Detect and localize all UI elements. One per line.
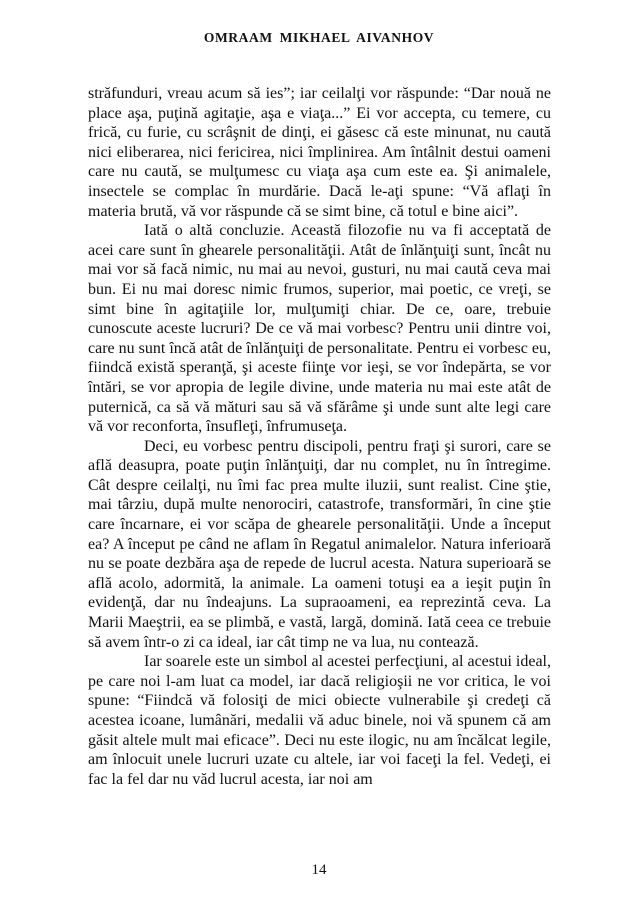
page-number: 14 — [311, 862, 327, 878]
body-text — [88, 84, 551, 789]
paragraph-4: Iar soarele este un simbol al acestei perfecţiuni, al acestui ideal, pe care noi l-am luat ca model, iar dacă religioşii ne vor critica, le voi spune: “Fiindcă vă folosiţi de mici obiecte vulnerabile şi credeţi că acestea icoane, lumânări, medalii vă aduc binele, noi vă spunem că am găsit altele mult mai eficace”. Deci nu este ilogic, nu am încălcat legile, am înlocuit unele lucruri uzate cu altele, iar voi faceţi la fel. Vedeţi, ei fac la fel dar nu văd lucrul acesta, iar noi am — [88, 653, 551, 788]
paragraph-2: Iată o altă concluzie. Această filozofie nu va fi acceptată de acei care sunt în ghearele personalităţii. Atât de înlănţuiţi sunt, încât nu mai vor să facă nimic, nu mai au nevoi, gusturi, nu mai caută ceva mai bun. Ei nu mai doresc nimic frumos, superior, mai poetic, ce vreţi, se simt bine în agitaţiile lor, mulţumiţi chiar. De ce, oare, trebuie cunoscute aceste lucruri? De ce vă mai vorbesc? Pentru unii dintre voi, care nu sunt încă atât de înlănţuiţi de personalitate. Pentru ei vorbesc eu, fiindcă există speranţă, şi aceste fiinţe vor ieşi, se vor îndepărta, se vor întări, se vor apropia de legile divine, unde materia nu mai este atât de puternică, ca să vă mături sau să vă sfărâme şi unde sunt alte legi care vă vor reconforta, însufleţi, înfrumuseţa. — [88, 222, 551, 436]
paragraph-1: străfunduri, vreau acum să ies”; iar ceilalţi vor răspunde: “Dar nouă ne place aşa, puţină agitaţie, aşa e viaţa...” Ei vor accepta, cu temere, cu frică, cu furie, cu scrâşnit de dinţi, ei găsesc că este minunat, nu caută nici eliberarea, nici fericirea, nici împlinirea. Am întâlnit destui oameni care nu caută, se mulţumesc cu viaţa aşa cum este ea. Şi animalele, insectele se complac în murdărie. Dacă le-aţi spune: “Vă aflaţi în materia brută, vă vor răspunde că se simt bine, că totul e bine aici”. — [88, 85, 551, 220]
running-header-author: OMRAAM MIKHAEL AIVANHOV — [203, 30, 435, 45]
paragraph-3: Deci, eu vorbesc pentru discipoli, pentru fraţi şi surori, care se află deasupra, poate puţin înlănţuiţi, dar nu complet, nu în întregime. Cât despre ceilalţi, nu îmi fac prea multe iluzii, sunt realist. Cine ştie, mai târziu, după multe nenorociri, catastrofe, transformări, în cine ştie care încarnare, ei vor scăpa de ghearele personalităţii. Unde a început ea? A început pe când ne aflam în Regatul animalelor. Natura inferioară nu se poate dezbăra aşa de repede de lucrul acesta. Natura superioară se află acolo, adormită, la animale. La oameni totuşi ea a ieşit puţin în evidenţă, dar nu îndeajuns. La supraoameni, ea reprezintă ceva. La Marii Maeştrii, ea se plimbă, e vastă, largă, domină. Iată ceea ce trebuie să avem într-o zi ca ideal, iar cât timp ne va lua, nu contează. — [88, 437, 551, 651]
